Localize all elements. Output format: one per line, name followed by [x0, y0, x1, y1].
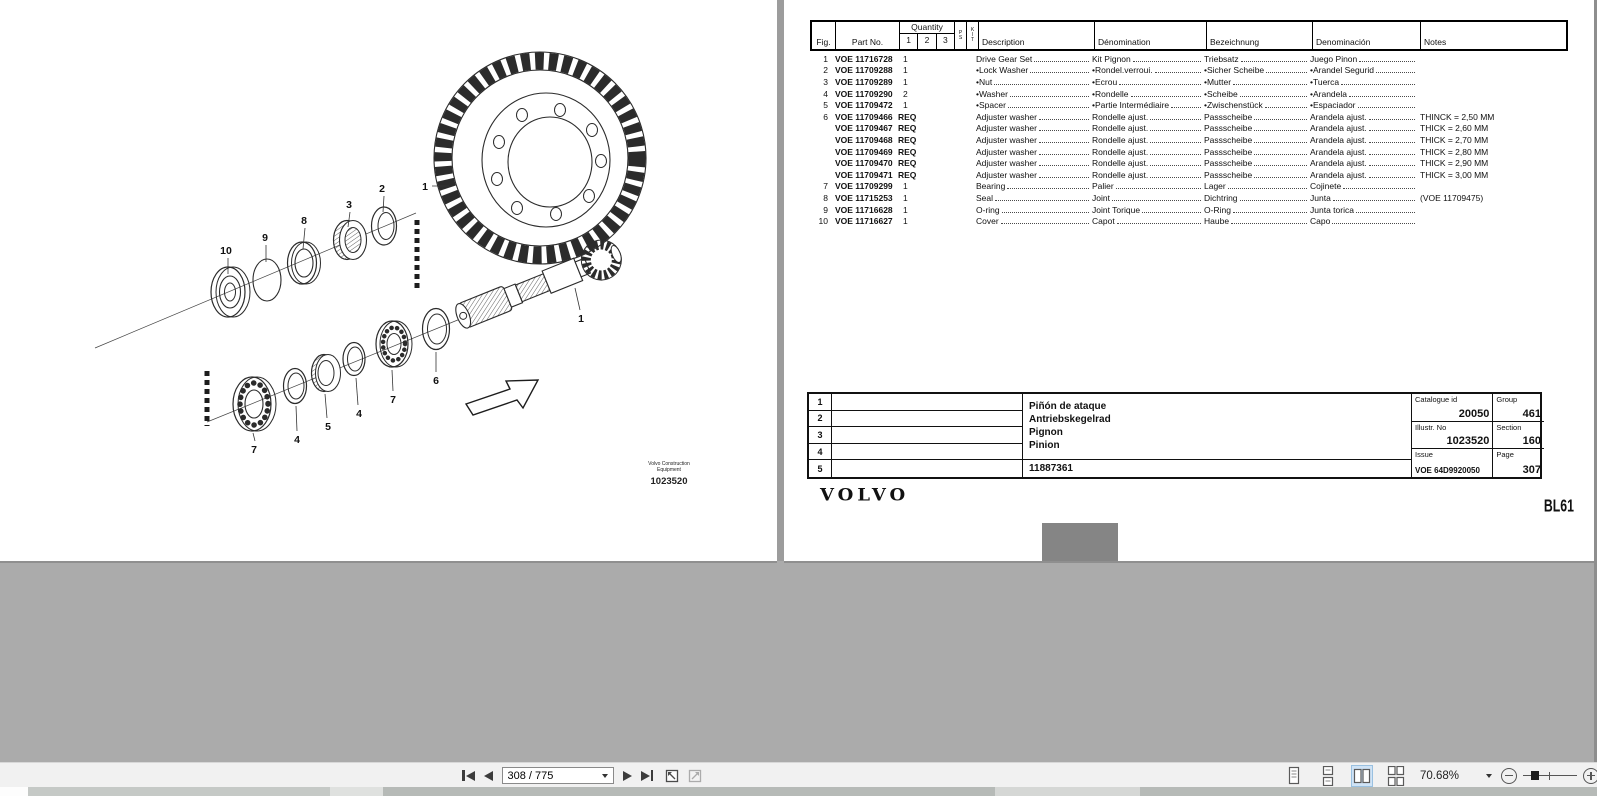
cell-quantity: 1 — [903, 216, 908, 227]
cell-denomination-fr: Rondelle ajust. — [1092, 170, 1204, 180]
cell-fig: 7 — [823, 181, 828, 192]
zoom-level[interactable]: 70.68% — [1420, 769, 1460, 782]
cell-denomination-fr: Rondelle ajust. — [1092, 147, 1204, 157]
cell-fig: 5 — [823, 100, 828, 111]
table-row — [810, 99, 1568, 111]
cell-denomination-fr: Rondelle ajust. — [1092, 135, 1204, 145]
cell-quantity: 1 — [903, 100, 908, 111]
cell-part-no: VOE 11709467 — [835, 123, 893, 134]
cell-denominacion-es: Arandela ajust. — [1310, 170, 1418, 180]
table-row — [810, 169, 1568, 181]
cell-denominacion-es: Arandela ajust. — [1310, 123, 1418, 133]
cell-quantity: REQ — [898, 134, 917, 145]
cell-denomination-fr: Palier — [1092, 181, 1204, 191]
previous-page-button[interactable] — [484, 771, 493, 781]
table-row — [810, 204, 1568, 216]
parts-table-body — [810, 53, 1568, 227]
header-description: Description — [978, 22, 1094, 49]
part-3-nut — [334, 221, 367, 260]
cell-description: •Spacer — [976, 100, 1092, 110]
part-7-bearing-small — [376, 321, 412, 367]
two-page-mode-button[interactable] — [1351, 765, 1373, 787]
zoom-slider[interactable] — [1523, 768, 1577, 784]
cell-bezeichnung: Haube — [1204, 216, 1310, 226]
axis-line-upper — [95, 213, 416, 348]
cell-description: Adjuster washer — [976, 158, 1092, 168]
cell-description: •Lock Washer — [976, 65, 1092, 75]
cell-description: Adjuster washer — [976, 147, 1092, 157]
cell-part-no: VOE 11709289 — [835, 76, 893, 87]
illustr-no-cell: Illustr. No 1023520 — [1415, 422, 1490, 448]
info-box-meta — [1411, 394, 1544, 477]
info-row-number: 4 — [809, 444, 831, 461]
cell-denominacion-es: Junta torica — [1310, 205, 1418, 215]
next-page-icon — [623, 771, 632, 781]
cell-bezeichnung: Triebsatz — [1204, 54, 1310, 64]
cell-bezeichnung: Lager — [1204, 181, 1310, 191]
callout-9: 9 — [262, 232, 268, 244]
cell-bezeichnung: Passscheibe — [1204, 147, 1310, 157]
cell-fig: 6 — [823, 111, 828, 122]
zoom-out-button[interactable] — [1501, 768, 1517, 784]
cell-part-no: VOE 11716728 — [835, 53, 893, 64]
header-denomination-fr: Dénomination — [1094, 22, 1206, 49]
publisher-block — [626, 461, 712, 487]
last-page-button[interactable] — [641, 770, 654, 781]
cell-denomination-fr: Rondelle ajust. — [1092, 123, 1204, 133]
part-10-cover — [211, 267, 250, 317]
cell-description: Adjuster washer — [976, 170, 1092, 180]
cell-quantity: REQ — [898, 146, 917, 157]
cell-denomination-fr: •Partie Intermédiaire — [1092, 100, 1204, 110]
table-row — [810, 76, 1568, 88]
cell-part-no: VOE 11709466 — [835, 111, 893, 122]
continuous-mode-button[interactable] — [1317, 765, 1339, 787]
cell-part-no: VOE 11709471 — [835, 169, 893, 180]
zoom-controls — [1420, 763, 1597, 788]
cell-part-no: VOE 11709470 — [835, 158, 893, 169]
cell-notes: THICK = 2,60 MM — [1420, 123, 1489, 134]
first-page-icon — [462, 770, 465, 781]
cell-denomination-fr: Capot — [1092, 216, 1204, 226]
lower-parts-row — [233, 309, 450, 432]
cell-denominacion-es: Cojinete — [1310, 181, 1418, 191]
info-row-number: 3 — [809, 427, 831, 444]
callout-1-shaft: 1 — [578, 313, 584, 325]
single-page-mode-button[interactable] — [1283, 765, 1305, 787]
cell-fig: 10 — [818, 216, 828, 227]
page-number-combobox[interactable] — [502, 767, 614, 784]
cell-description: Cover — [976, 216, 1092, 226]
cell-part-no: VOE 11709469 — [835, 146, 893, 157]
volvo-wordmark: VOLVO — [820, 485, 910, 506]
cell-fig: 1 — [823, 53, 828, 64]
catalogue-id-cell: Catalogue id 20050 — [1415, 395, 1490, 420]
page-number-input[interactable] — [503, 770, 597, 782]
cell-description: Adjuster washer — [976, 123, 1092, 133]
cell-quantity: 1 — [903, 65, 908, 76]
two-page-view-icon — [1353, 766, 1371, 786]
cell-part-no: VOE 11709472 — [835, 100, 893, 111]
cell-denomination-fr: Rondelle ajust. — [1092, 112, 1204, 122]
header-qty-1: 1 — [906, 35, 912, 45]
illustration-number: 1023520 — [650, 476, 688, 487]
info-row-number: 2 — [809, 411, 831, 428]
first-page-button[interactable] — [462, 770, 475, 781]
cell-bezeichnung: •Sicher Scheibe — [1204, 65, 1310, 75]
callout-10: 10 — [220, 245, 232, 257]
taskbar-edge — [0, 787, 1597, 796]
part-8-washer — [288, 242, 321, 284]
cell-description: Adjuster washer — [976, 112, 1092, 122]
issue-cell: Issue VOE 64D9920050 — [1415, 450, 1480, 475]
header-ps: P S — [954, 22, 966, 49]
continuous-scroll-icon — [1320, 766, 1336, 786]
cell-bezeichnung: Passscheibe — [1204, 123, 1310, 133]
table-row — [810, 88, 1568, 100]
cell-notes: THICK = 2,80 MM — [1420, 146, 1489, 157]
info-box-titles — [1022, 394, 1411, 477]
page-display-modes — [1283, 763, 1407, 788]
two-page-continuous-button[interactable] — [1385, 765, 1407, 787]
cell-part-no: VOE 11709288 — [835, 65, 893, 76]
cell-quantity: 1 — [903, 53, 908, 64]
cell-description: O-ring — [976, 205, 1092, 215]
callout-6: 6 — [433, 375, 439, 387]
table-row — [810, 65, 1568, 77]
cell-denomination-fr: Joint Torique — [1092, 205, 1204, 215]
cell-quantity: 2 — [903, 88, 908, 99]
title-fr: Pignon — [1029, 427, 1063, 438]
header-quantity: Quantity 1 2 3 — [899, 22, 954, 49]
callout-7-small: 7 — [390, 394, 396, 406]
cell-quantity: REQ — [898, 169, 917, 180]
page-navigation — [462, 763, 705, 788]
cell-bezeichnung: •Mutter — [1204, 77, 1310, 87]
cell-denomination-fr: Rondelle ajust. — [1092, 158, 1204, 168]
cell-denomination-fr: Joint — [1092, 193, 1204, 203]
part-7-bearing-large — [233, 377, 276, 431]
cell-bezeichnung: Dichtring — [1204, 193, 1310, 203]
cell-bezeichnung: O-Ring — [1204, 205, 1310, 215]
cell-denominacion-es: •Arandela — [1310, 89, 1418, 99]
last-page-icon — [641, 771, 650, 781]
document-page-left — [0, 0, 777, 563]
cell-quantity: REQ — [898, 123, 917, 134]
header-fig: Fig. — [816, 37, 831, 47]
table-row — [810, 123, 1568, 135]
info-row-number: 1 — [809, 394, 831, 411]
cell-denomination-fr: Kit Pignon — [1092, 54, 1204, 64]
viewer-toolbar — [0, 762, 1597, 787]
cell-denominacion-es: Arandela ajust. — [1310, 112, 1418, 122]
previous-page-icon — [484, 771, 493, 781]
cell-fig: 4 — [823, 88, 828, 99]
cell-fig: 3 — [823, 76, 828, 87]
table-row — [810, 181, 1568, 193]
redacted-gray-block — [1042, 523, 1118, 561]
header-qty-2: 2 — [917, 34, 935, 49]
previous-view-button[interactable] — [662, 768, 679, 784]
cell-fig: 9 — [823, 204, 828, 215]
parts-table — [810, 20, 1568, 227]
callout-7-large: 7 — [251, 444, 257, 456]
cell-part-no: VOE 11709290 — [835, 88, 893, 99]
cell-denomination-fr: •Rondel.verroui. — [1092, 65, 1204, 75]
cell-denominacion-es: Capo — [1310, 216, 1418, 226]
cell-denominacion-es: Arandela ajust. — [1310, 135, 1418, 145]
cell-denomination-fr: •Rondelle — [1092, 89, 1204, 99]
cell-denominacion-es: Junta — [1310, 193, 1418, 203]
cell-denominacion-es: •Arandel Segurid — [1310, 65, 1418, 75]
cell-bezeichnung: Passscheibe — [1204, 112, 1310, 122]
table-row — [810, 111, 1568, 123]
table-row — [810, 53, 1568, 65]
cell-denominacion-es: •Espaciador — [1310, 100, 1418, 110]
assembly-part-number: 11887361 — [1029, 463, 1073, 475]
cell-quantity: 1 — [903, 76, 908, 87]
part-5-spacer — [312, 355, 341, 392]
cell-quantity: REQ — [898, 158, 917, 169]
cell-part-no: VOE 11716627 — [835, 216, 893, 227]
header-bezeichnung: Bezeichnung — [1206, 22, 1312, 49]
table-row — [810, 134, 1568, 146]
header-qty-3: 3 — [936, 34, 954, 49]
header-denominacion-es: Denominación — [1312, 22, 1420, 49]
callout-8: 8 — [301, 215, 307, 227]
callout-1-ring-gear: 1 — [422, 181, 428, 193]
callout-5: 5 — [325, 421, 331, 433]
publisher-line2: Equipment — [657, 467, 681, 473]
cell-denominacion-es: Juego Pinon — [1310, 54, 1418, 64]
cell-denomination-fr: •Ecrou — [1092, 77, 1204, 87]
cell-denominacion-es: •Tuerca — [1310, 77, 1418, 87]
parts-table-header — [810, 20, 1568, 51]
cell-description: Bearing — [976, 181, 1092, 191]
cell-notes: THINCK = 2,50 MM — [1420, 111, 1495, 122]
title-de: Antriebskegelrad — [1029, 414, 1111, 425]
cell-fig: 8 — [823, 192, 828, 203]
document-page-right — [784, 0, 1594, 563]
callout-4-b: 4 — [356, 408, 362, 420]
two-page-continuous-icon — [1387, 766, 1405, 786]
cell-bezeichnung: •Scheibe — [1204, 89, 1310, 99]
cell-quantity: 1 — [903, 181, 908, 192]
header-kit: K I T — [966, 22, 978, 49]
model-code: BL61 — [1543, 496, 1574, 517]
chevron-down-icon[interactable] — [1486, 774, 1492, 778]
part-2-lock-washer — [372, 207, 397, 245]
zoom-in-button[interactable] — [1583, 768, 1597, 784]
cell-description: •Washer — [976, 89, 1092, 99]
info-box — [807, 392, 1542, 479]
title-es: Piñón de ataque — [1029, 401, 1107, 412]
table-row — [810, 146, 1568, 158]
single-page-icon — [1286, 766, 1302, 786]
zoom-slider-handle[interactable] — [1531, 771, 1539, 780]
cell-description: Drive Gear Set — [976, 54, 1092, 64]
cell-part-no: VOE 11709299 — [835, 181, 893, 192]
next-page-button[interactable] — [623, 771, 632, 781]
ring-gear — [434, 52, 646, 264]
cell-bezeichnung: •Zwischenstück — [1204, 100, 1310, 110]
page-cell: Page 307 — [1492, 449, 1544, 477]
cell-part-no: VOE 11715253 — [835, 192, 893, 203]
cell-part-no: VOE 11709468 — [835, 134, 893, 145]
cell-notes: (VOE 11709475) — [1420, 192, 1484, 203]
direction-arrow-icon — [466, 380, 538, 415]
section-cell: Section 160 — [1492, 422, 1544, 449]
title-en: Pinion — [1029, 440, 1060, 451]
publisher-line1: Volvo Construction — [648, 461, 690, 467]
header-part-no: Part No. — [835, 22, 899, 49]
cell-part-no: VOE 11716628 — [835, 204, 893, 215]
table-row — [810, 157, 1568, 169]
info-row-number: 5 — [817, 463, 823, 474]
table-row — [810, 215, 1568, 227]
callout-2: 2 — [379, 183, 385, 195]
cell-quantity: REQ — [898, 111, 917, 122]
cell-quantity: 1 — [903, 192, 908, 203]
cell-denominacion-es: Arandela ajust. — [1310, 147, 1418, 157]
cell-bezeichnung: Passscheibe — [1204, 135, 1310, 145]
cell-bezeichnung: Passscheibe — [1204, 170, 1310, 180]
next-view-button[interactable] — [688, 768, 705, 784]
cell-fig: 2 — [823, 65, 828, 76]
header-notes: Notes — [1420, 22, 1570, 49]
info-box-empty-cells — [831, 394, 1022, 477]
group-cell: Group 461 — [1492, 394, 1544, 421]
cell-bezeichnung: Passscheibe — [1204, 158, 1310, 168]
cell-notes: THICK = 2,70 MM — [1420, 134, 1489, 145]
callout-3: 3 — [346, 199, 352, 211]
callout-4-a: 4 — [294, 434, 300, 446]
table-row — [810, 192, 1568, 204]
cell-notes: THICK = 2,90 MM — [1420, 158, 1489, 169]
cell-description: Seal — [976, 193, 1092, 203]
cell-notes: THICK = 3,00 MM — [1420, 169, 1489, 180]
cell-quantity: 1 — [903, 204, 908, 215]
cell-description: Adjuster washer — [976, 135, 1092, 145]
chevron-down-icon[interactable] — [602, 774, 608, 778]
cell-denominacion-es: Arandela ajust. — [1310, 158, 1418, 168]
info-box-row-numbers — [809, 394, 831, 477]
cell-description: •Nut — [976, 77, 1092, 87]
